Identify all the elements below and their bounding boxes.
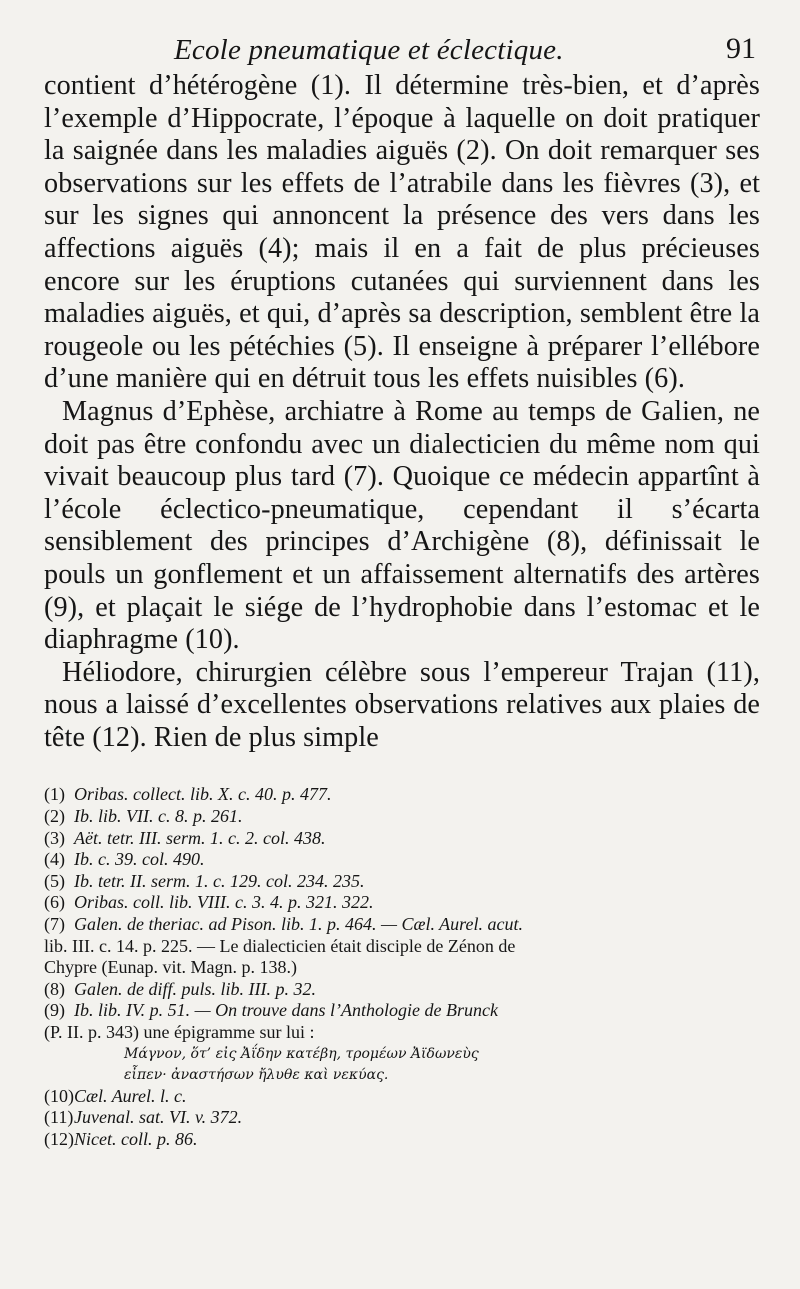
paragraph-2: Magnus d’Ephèse, archiatre à Rome au temps de Galien, ne doit pas être confondu avec un dialecticien du même nom qui vivait beaucoup plus tard (7). Quoique ce médecin appartînt à l’école éclectico-pneumatique, cependant il s’écarta sensiblement des principes d’Archigène (8), définissait le pouls un gonflement et un affaissement alternatifs des artères (9), et plaçait le siége de l’hydrophobie dans l’estomac et le diaphragme (10). (44, 395, 760, 656)
footnote-continuation: Chypre (Eunap. vit. Magn. p. 138.) (44, 957, 297, 978)
footnote-continuation: lib. III. c. 14. p. 225. — Le dialecticien était disciple de Zénon de (44, 935, 516, 956)
footnote: (3) Aët. tetr. III. serm. 1. c. 2. col. 438. (44, 827, 326, 848)
main-text (44, 70, 760, 754)
running-title: Ecole pneumatique et éclectique. (174, 34, 564, 66)
footnote: (12)Nicet. coll. p. 86. (44, 1128, 198, 1149)
footnote: (8) Galen. de diff. puls. lib. III. p. 32. (44, 978, 316, 999)
greek-epigram-line: εἶπεν· ἀναστήσων ἤλυθε καὶ νεκύας. (124, 1066, 389, 1083)
paragraph-1: contient d’hétérogène (1). Il détermine très-bien, et d’après l’exemple d’Hippocrate, l’époque à laquelle on doit pratiquer la saignée dans les maladies aiguës (2). On doit remarquer ses observations sur les effets de l’atrabile dans les fièvres (3), et sur les signes qui annoncent la présence des vers dans les affections aiguës (4); mais il en a fait de plus précieuses encore sur les éruptions cutanées qui surviennent dans les maladies aiguës, et qui, d’après sa description, semblent être la rougeole ou les pétéchies (5). Il enseigne à préparer l’ellébore d’une manière qui en détruit tous les effets nuisibles (6). (44, 70, 760, 395)
footnote: (7) Galen. de theriac. ad Pison. lib. 1. p. 464. — Cæl. Aurel. acut. (44, 914, 523, 935)
footnote: (11)Juvenal. sat. VI. v. 372. (44, 1107, 243, 1128)
page-header (44, 28, 760, 70)
footnote: (9) Ib. lib. IV. p. 51. — On trouve dans l’Anthologie de Brunck (44, 1000, 498, 1021)
footnote: (5) Ib. tetr. II. serm. 1. c. 129. col. 234. 235. (44, 870, 365, 891)
footnote: (2) Ib. lib. VII. c. 8. p. 261. (44, 806, 243, 827)
footnote: (10)Cæl. Aurel. l. c. (44, 1085, 187, 1106)
page-number: 91 (726, 32, 756, 65)
footnote: (6) Oribas. coll. lib. VIII. c. 3. 4. p. 321. 322. (44, 892, 374, 913)
greek-epigram-line: Μάγνον, ὅτ’ εἰς Ἀΐδην κατέβη, τρομέων Ἀϊδωνεὺς (124, 1045, 479, 1062)
book-page (44, 28, 760, 1268)
footnote: (4) Ib. c. 39. col. 490. (44, 849, 205, 870)
paragraph-3: Héliodore, chirurgien célèbre sous l’empereur Trajan (11), nous a laissé d’excellentes observations relatives aux plaies de tête (12). Rien de plus simple (44, 656, 760, 753)
footnote-continuation: (P. II. p. 343) une épigramme sur lui : (44, 1022, 315, 1042)
footnote: (1) Oribas. collect. lib. X. c. 40. p. 477. (44, 784, 332, 805)
footnotes (44, 784, 760, 1150)
